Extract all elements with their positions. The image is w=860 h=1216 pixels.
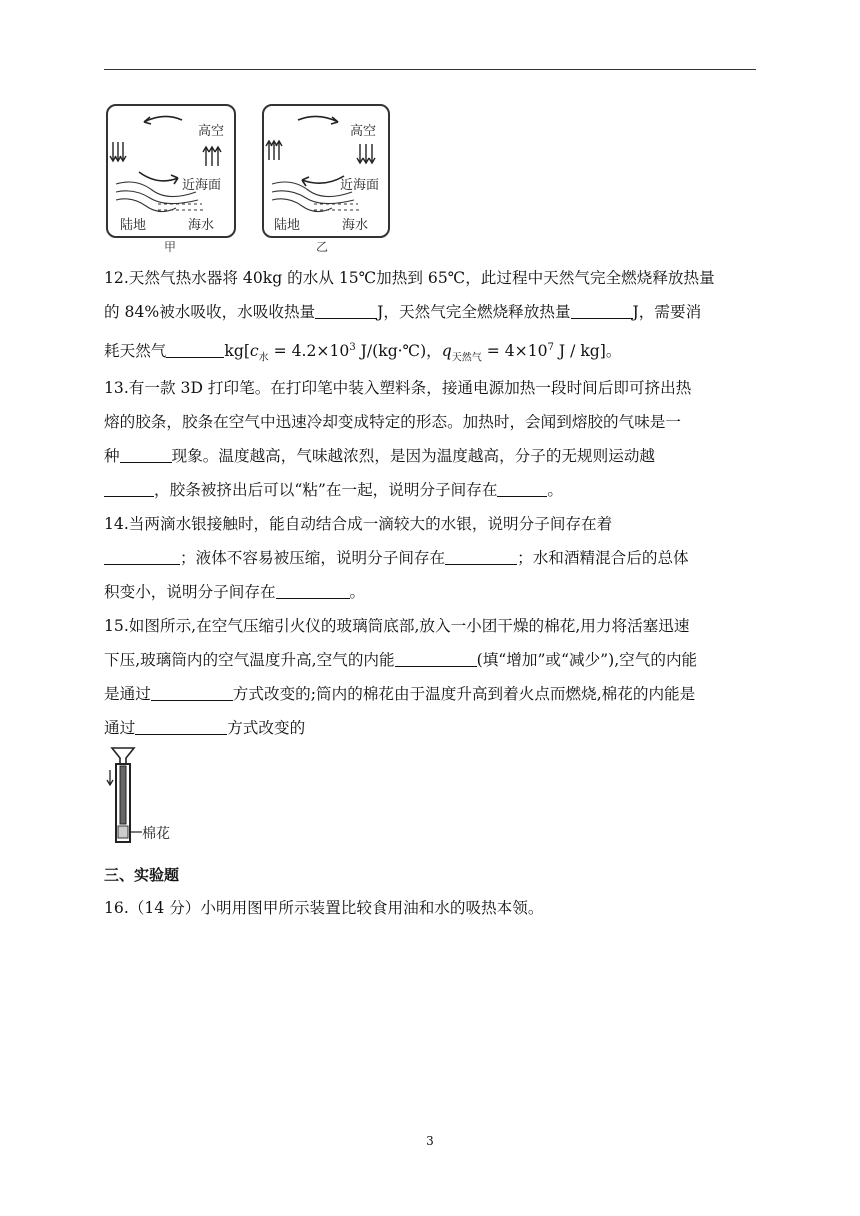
label-land-a: 陆地	[120, 218, 147, 233]
q12-line-3	[104, 338, 621, 368]
q15-text: 是通过	[104, 685, 151, 703]
q15-line-4	[104, 718, 305, 738]
answer-blank[interactable]	[571, 304, 633, 319]
q15-text: 方式改变的	[227, 719, 306, 737]
q13-text: 。	[547, 481, 564, 499]
answer-blank[interactable]	[104, 482, 154, 497]
q14-text: 。	[349, 583, 366, 601]
answer-blank[interactable]	[445, 550, 517, 565]
q15-line-3	[104, 684, 695, 704]
specific-heat-exponent: 3	[349, 342, 356, 353]
q12-line-2	[104, 302, 701, 322]
q14-text: 积变小，说明分子间存在	[104, 583, 276, 601]
q15-text: 下压,玻璃筒内的空气温度升高,空气的内能	[104, 651, 395, 669]
separator: ，	[426, 342, 442, 361]
figure-fire-syringe	[100, 744, 190, 848]
answer-blank[interactable]	[135, 720, 227, 735]
answer-blank[interactable]	[276, 584, 350, 599]
q12-text: kg[	[224, 342, 250, 361]
specific-heat-subscript: 水	[258, 352, 269, 364]
specific-heat-value: = 4.2×10	[268, 342, 350, 361]
label-sky-b: 高空	[350, 124, 377, 139]
q12-line-1: 12.天然气热水器将 40kg 的水从 15℃加热到 65℃，此过程中天然气完全燃烧释放热量	[104, 269, 715, 287]
q13-text: 种	[104, 447, 120, 465]
q13-line-1: 13.有一款 3D 打印笔。在打印笔中装入塑料条，接通电源加热一段时间后即可挤出热	[104, 379, 692, 397]
q14-line-2	[104, 548, 689, 568]
q15-text: 方式改变的;筒内的棉花由于温度升高到着火点而燃烧,棉花的内能是	[232, 685, 696, 703]
q12-text: J，需要消	[632, 303, 702, 321]
q14-text: ；液体不容易被压缩，说明分子间存在	[180, 549, 446, 567]
answer-blank[interactable]	[120, 448, 172, 463]
page-number: 3	[426, 1134, 434, 1148]
specific-heat-unit: J/(kg·℃)	[355, 342, 427, 361]
answer-blank[interactable]	[395, 652, 477, 667]
label-land-b: 陆地	[274, 218, 301, 233]
label-cotton: 棉花	[142, 826, 170, 842]
heat-value-symbol: q	[441, 342, 452, 361]
q15-line-2	[104, 650, 697, 670]
answer-blank[interactable]	[497, 482, 547, 497]
specific-heat-symbol: c	[249, 342, 259, 361]
q14-text: ；水和酒精混合后的总体	[517, 549, 689, 567]
label-sky-a: 高空	[198, 124, 225, 139]
label-sea-a: 海水	[188, 218, 215, 233]
q13-text: 现象。温度越高，气味越浓烈，是因为温度越高，分子的无规则运动越	[171, 447, 656, 465]
answer-blank[interactable]	[315, 304, 377, 319]
label-sea-b: 海水	[342, 218, 369, 233]
q15-line-1: 15.如图所示,在空气压缩引火仪的玻璃筒底部,放入一小团干燥的棉花,用力将活塞迅速	[104, 617, 690, 635]
figure-caption-b: 乙	[316, 240, 329, 254]
heat-value-exponent: 7	[547, 342, 554, 353]
answer-blank[interactable]	[166, 343, 224, 358]
section-heading: 三、实验题	[104, 866, 180, 884]
q13-line-2: 熔的胶条，胶条在空气中迅速冷却变成特定的形态。加热时，会闻到熔胶的气味是一	[104, 413, 681, 431]
label-near-sea-b: 近海面	[340, 178, 380, 193]
figure-sea-breeze-b	[262, 104, 394, 254]
q15-text: (填“增加”或“减少”),空气的内能	[476, 651, 698, 669]
heat-value-unit: J / kg	[553, 342, 600, 361]
q13-line-4	[104, 480, 563, 500]
q14-line-1: 14.当两滴水银接触时，能自动结合成一滴较大的水银，说明分子间存在着	[104, 515, 613, 533]
figure-caption-a: 甲	[164, 240, 177, 254]
q13-line-3	[104, 446, 655, 466]
q13-text: ，胶条被挤出后可以“粘”在一起，说明分子间存在	[154, 481, 498, 499]
q16-line-1: 16.（14 分）小明用图甲所示装置比较食用油和水的吸热本领。	[104, 899, 544, 917]
answer-blank[interactable]	[151, 686, 233, 701]
heat-value-subscript: 天然气	[451, 352, 482, 364]
header-rule	[104, 69, 756, 70]
answer-blank[interactable]	[104, 550, 180, 565]
q15-text: 通过	[104, 719, 136, 737]
q12-text: 的 84%被水吸收，水吸收热量	[104, 303, 316, 321]
q12-text: 耗天然气	[104, 342, 167, 361]
heat-value-value: = 4×10	[481, 342, 548, 361]
figure-sea-breeze-a	[106, 104, 238, 254]
q12-text: J，天然气完全燃烧释放热量	[377, 303, 571, 321]
q12-text: ]。	[599, 342, 622, 361]
q14-line-3	[104, 582, 365, 602]
label-near-sea-a: 近海面	[182, 178, 222, 193]
